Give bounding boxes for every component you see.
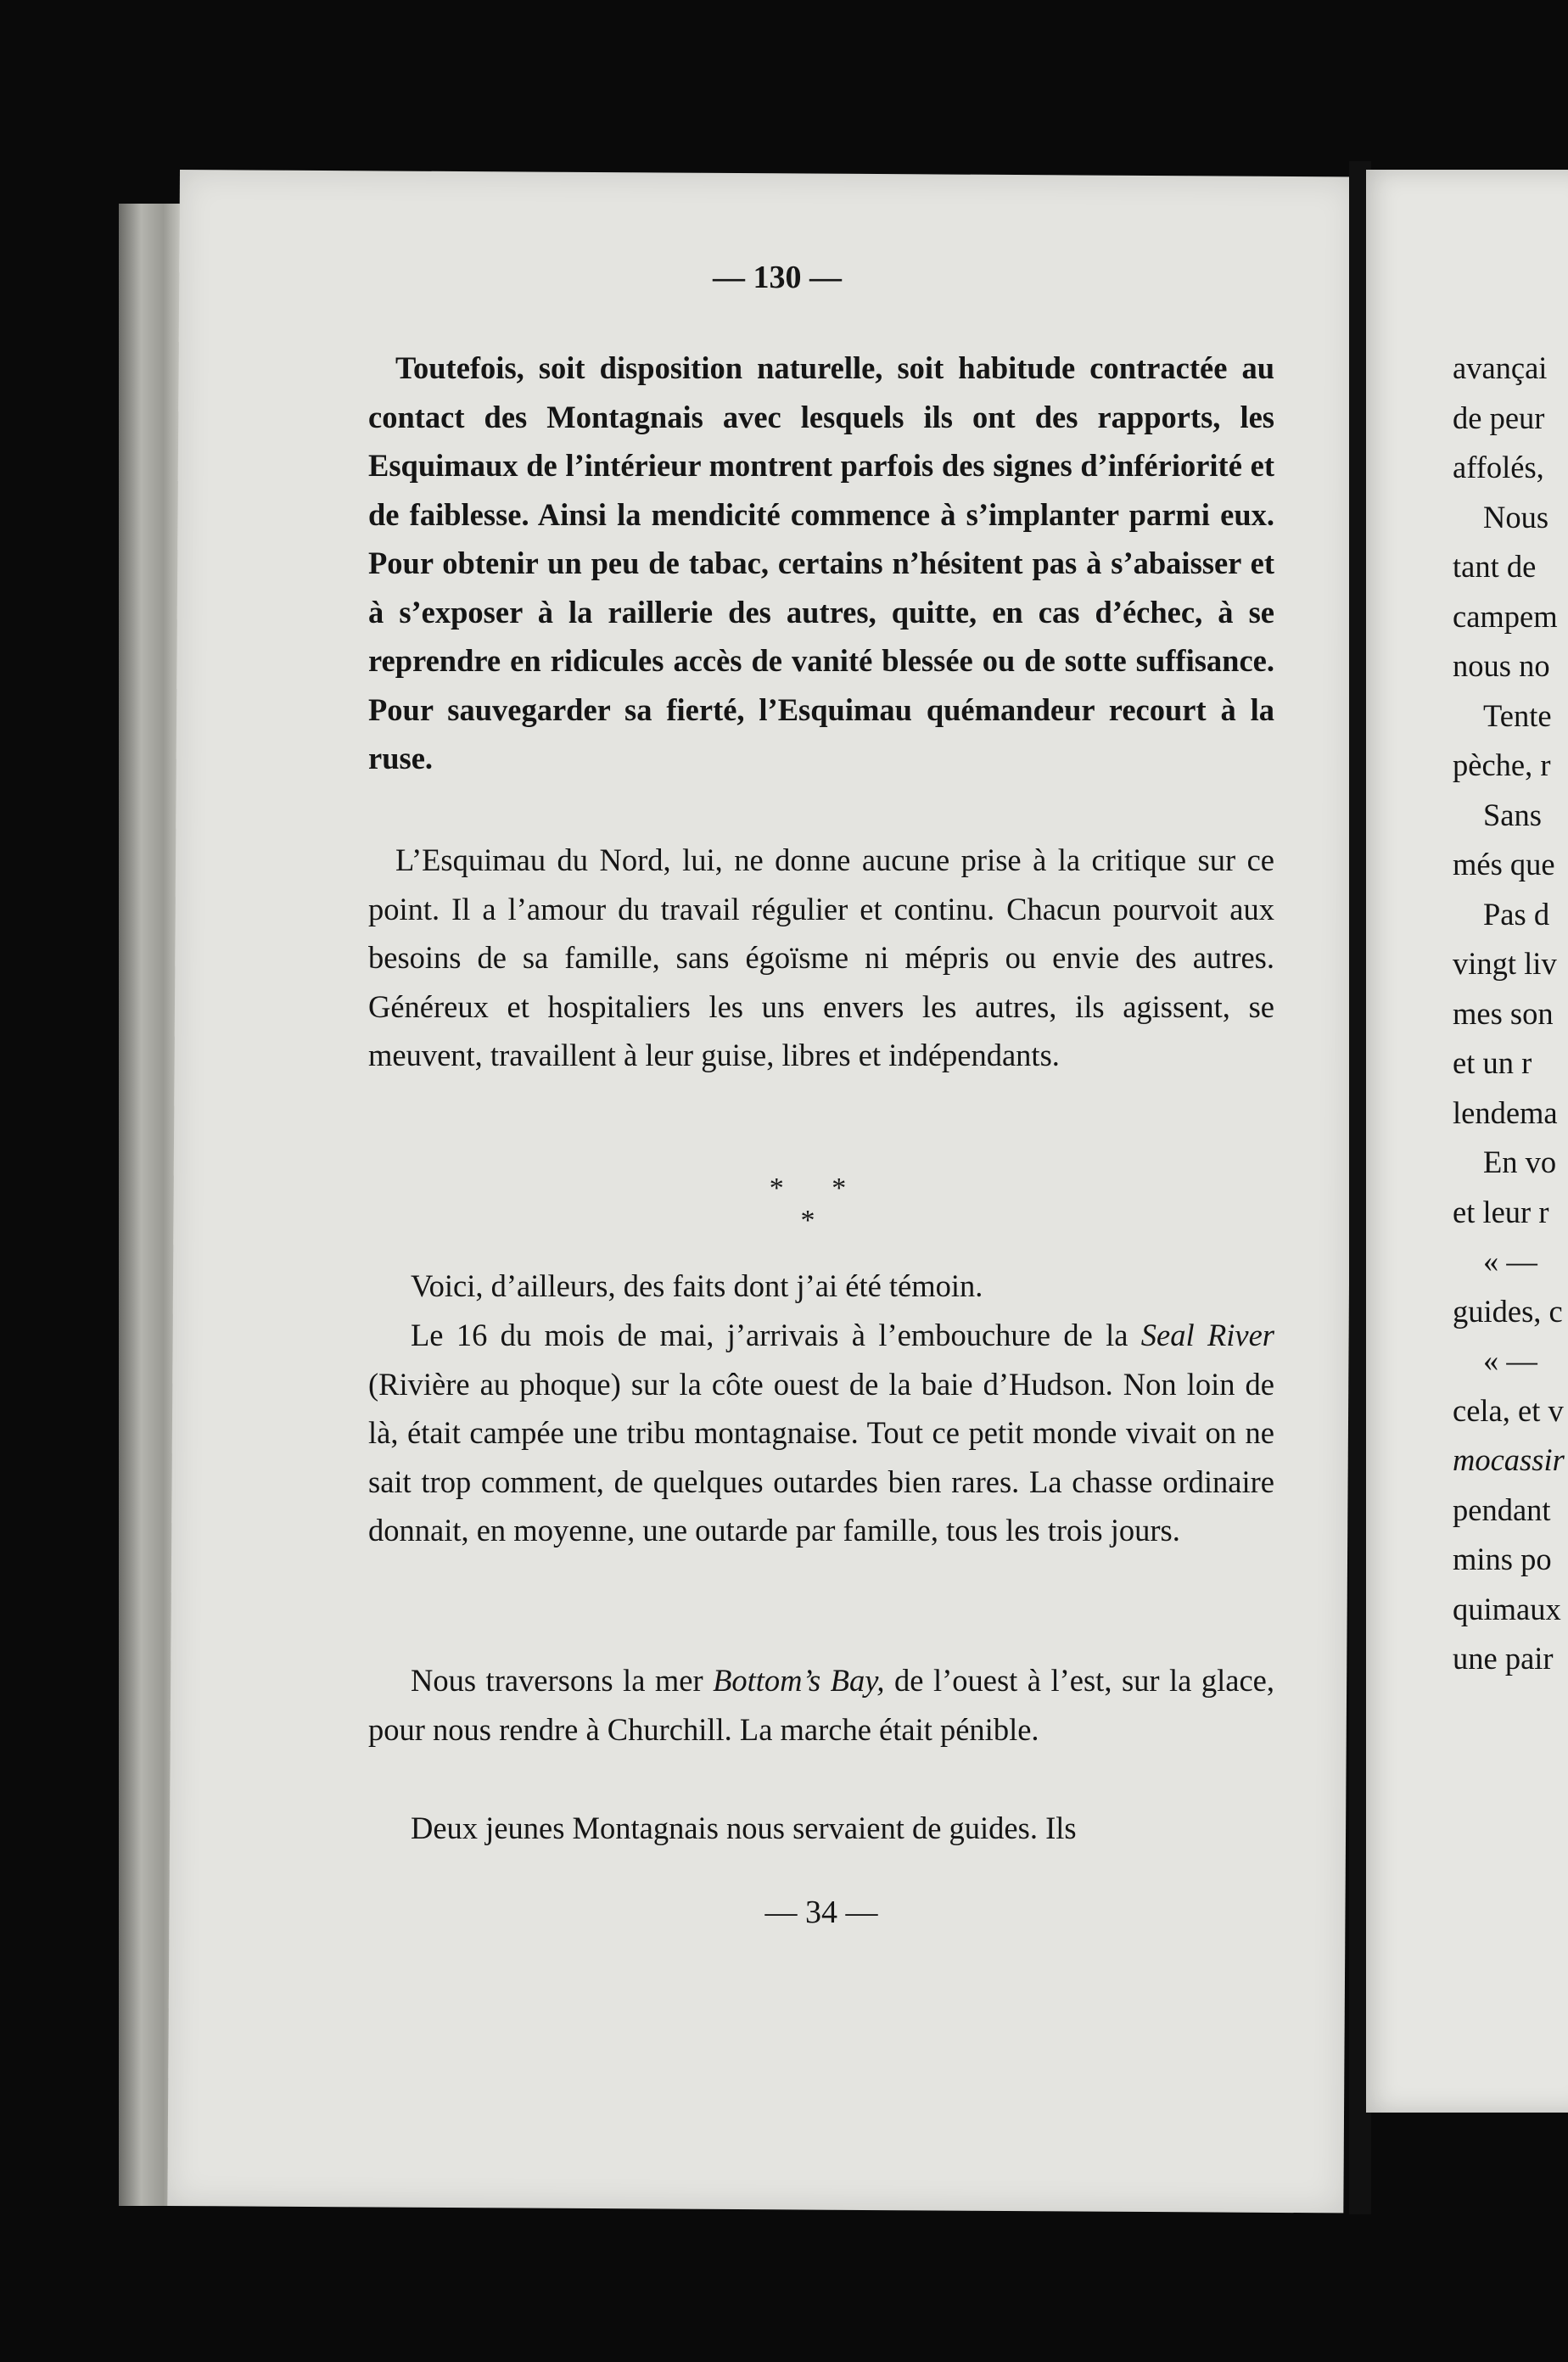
- paragraph-seal-river: [368, 1311, 1274, 1555]
- right-line: une pair: [1453, 1641, 1554, 1676]
- paragraph-witness-intro: Voici, d’ailleurs, des faits dont j’ai été témoin.: [411, 1268, 983, 1303]
- right-line: Tente: [1483, 697, 1552, 733]
- right-line: campem: [1453, 598, 1558, 634]
- right-line: Nous: [1483, 499, 1549, 535]
- section-separator: * * *: [769, 1173, 867, 1236]
- right-line: et un r: [1453, 1045, 1532, 1080]
- paragraph-guides: Deux jeunes Montagnais nous servaient de guides. Ils: [411, 1811, 1077, 1845]
- seal-river-italic: Seal River: [1140, 1318, 1275, 1352]
- right-line: affolés,: [1453, 450, 1544, 484]
- right-line: avançai: [1453, 350, 1548, 385]
- right-line: Pas d: [1483, 896, 1550, 932]
- right-line: pèche, r: [1453, 747, 1551, 782]
- page-header-number: — 130 —: [713, 260, 842, 295]
- right-page-text-column: [1453, 344, 1568, 1684]
- right-line: « —: [1483, 1343, 1537, 1378]
- right-line: et leur r: [1453, 1194, 1549, 1229]
- right-line: vingt liv: [1453, 946, 1557, 981]
- right-line: mins po: [1453, 1542, 1552, 1576]
- right-line: mes son: [1453, 995, 1554, 1031]
- right-line: de peur: [1453, 400, 1545, 435]
- paragraph-interior-eskimos: Toutefois, soit disposition naturelle, soit habitude contractée au contact des Montagnais avec lesquels ils ont des rapports, les Esquimaux de l’intérieur montrent parfois des signes d’infériorité et de faiblesse. Ainsi la mendicité commence à s’implanter parmi eux. Pour obtenir un peu de tabac, certains n’hésitent pas à s’abaisser et à s’exposer à la raillerie des autres, quitte, en cas d’échec, à se reprendre en ridicules accès de vanité blessée ou de sotte suffisance. Pour sauvegarder sa fierté, l’Esquimau quémandeur recourt à la ruse.: [368, 350, 1274, 775]
- paragraph-seal-river-part-a: Le 16 du mois de mai, j’arrivais à l’embouchure de la: [411, 1318, 1141, 1352]
- right-line: més que: [1453, 847, 1555, 882]
- right-line: En vo: [1483, 1145, 1557, 1179]
- paragraph-northern-eskimo: L’Esquimau du Nord, lui, ne donne aucune prise à la critique sur ce point. Il a l’amour du travail régulier et continu. Chacun pourvoit aux besoins de sa famille, sans égoïsme ni mépris ou envie des autres. Généreux et hospitaliers les uns envers les autres, ils agissent, se meuvent, travaillent à leur guise, libres et indépendants.: [368, 842, 1274, 1072]
- page-footer-number: — 34 —: [764, 1895, 878, 1930]
- right-line: tant de: [1453, 549, 1537, 584]
- right-line: pendant: [1453, 1492, 1551, 1527]
- paragraph-bottoms-bay: [368, 1656, 1274, 1754]
- right-line: cela, et v: [1453, 1392, 1564, 1428]
- right-line: Sans: [1483, 797, 1542, 832]
- right-line-italic: mocassir: [1453, 1442, 1565, 1477]
- right-line: [1453, 1436, 1568, 1486]
- paragraph-bottoms-bay-part-b: de l’ouest à l’est, sur la glace, pour nous rendre à Churchill. La marche était pénible.: [368, 1663, 1274, 1747]
- right-line: « —: [1483, 1244, 1537, 1279]
- right-line: guides, c: [1453, 1293, 1563, 1329]
- right-line: nous no: [1453, 648, 1550, 683]
- bottoms-bay-italic: Bottom’s Bay,: [713, 1663, 885, 1698]
- right-line: quimaux: [1453, 1591, 1561, 1626]
- right-line: lendema: [1453, 1094, 1558, 1130]
- paragraph-seal-river-part-b: (Rivière au phoque) sur la côte ouest de la baie d’Hudson. Non loin de là, était campée une tribu montagnaise. Tout ce petit monde vivait on ne sait trop comment, de quelques outardes bien rares. La chasse ordinaire donnait, en moyenne, une outarde par famille, tous les trois jours.: [368, 1366, 1274, 1548]
- paragraph-bottoms-bay-part-a: Nous traversons la mer: [411, 1663, 714, 1698]
